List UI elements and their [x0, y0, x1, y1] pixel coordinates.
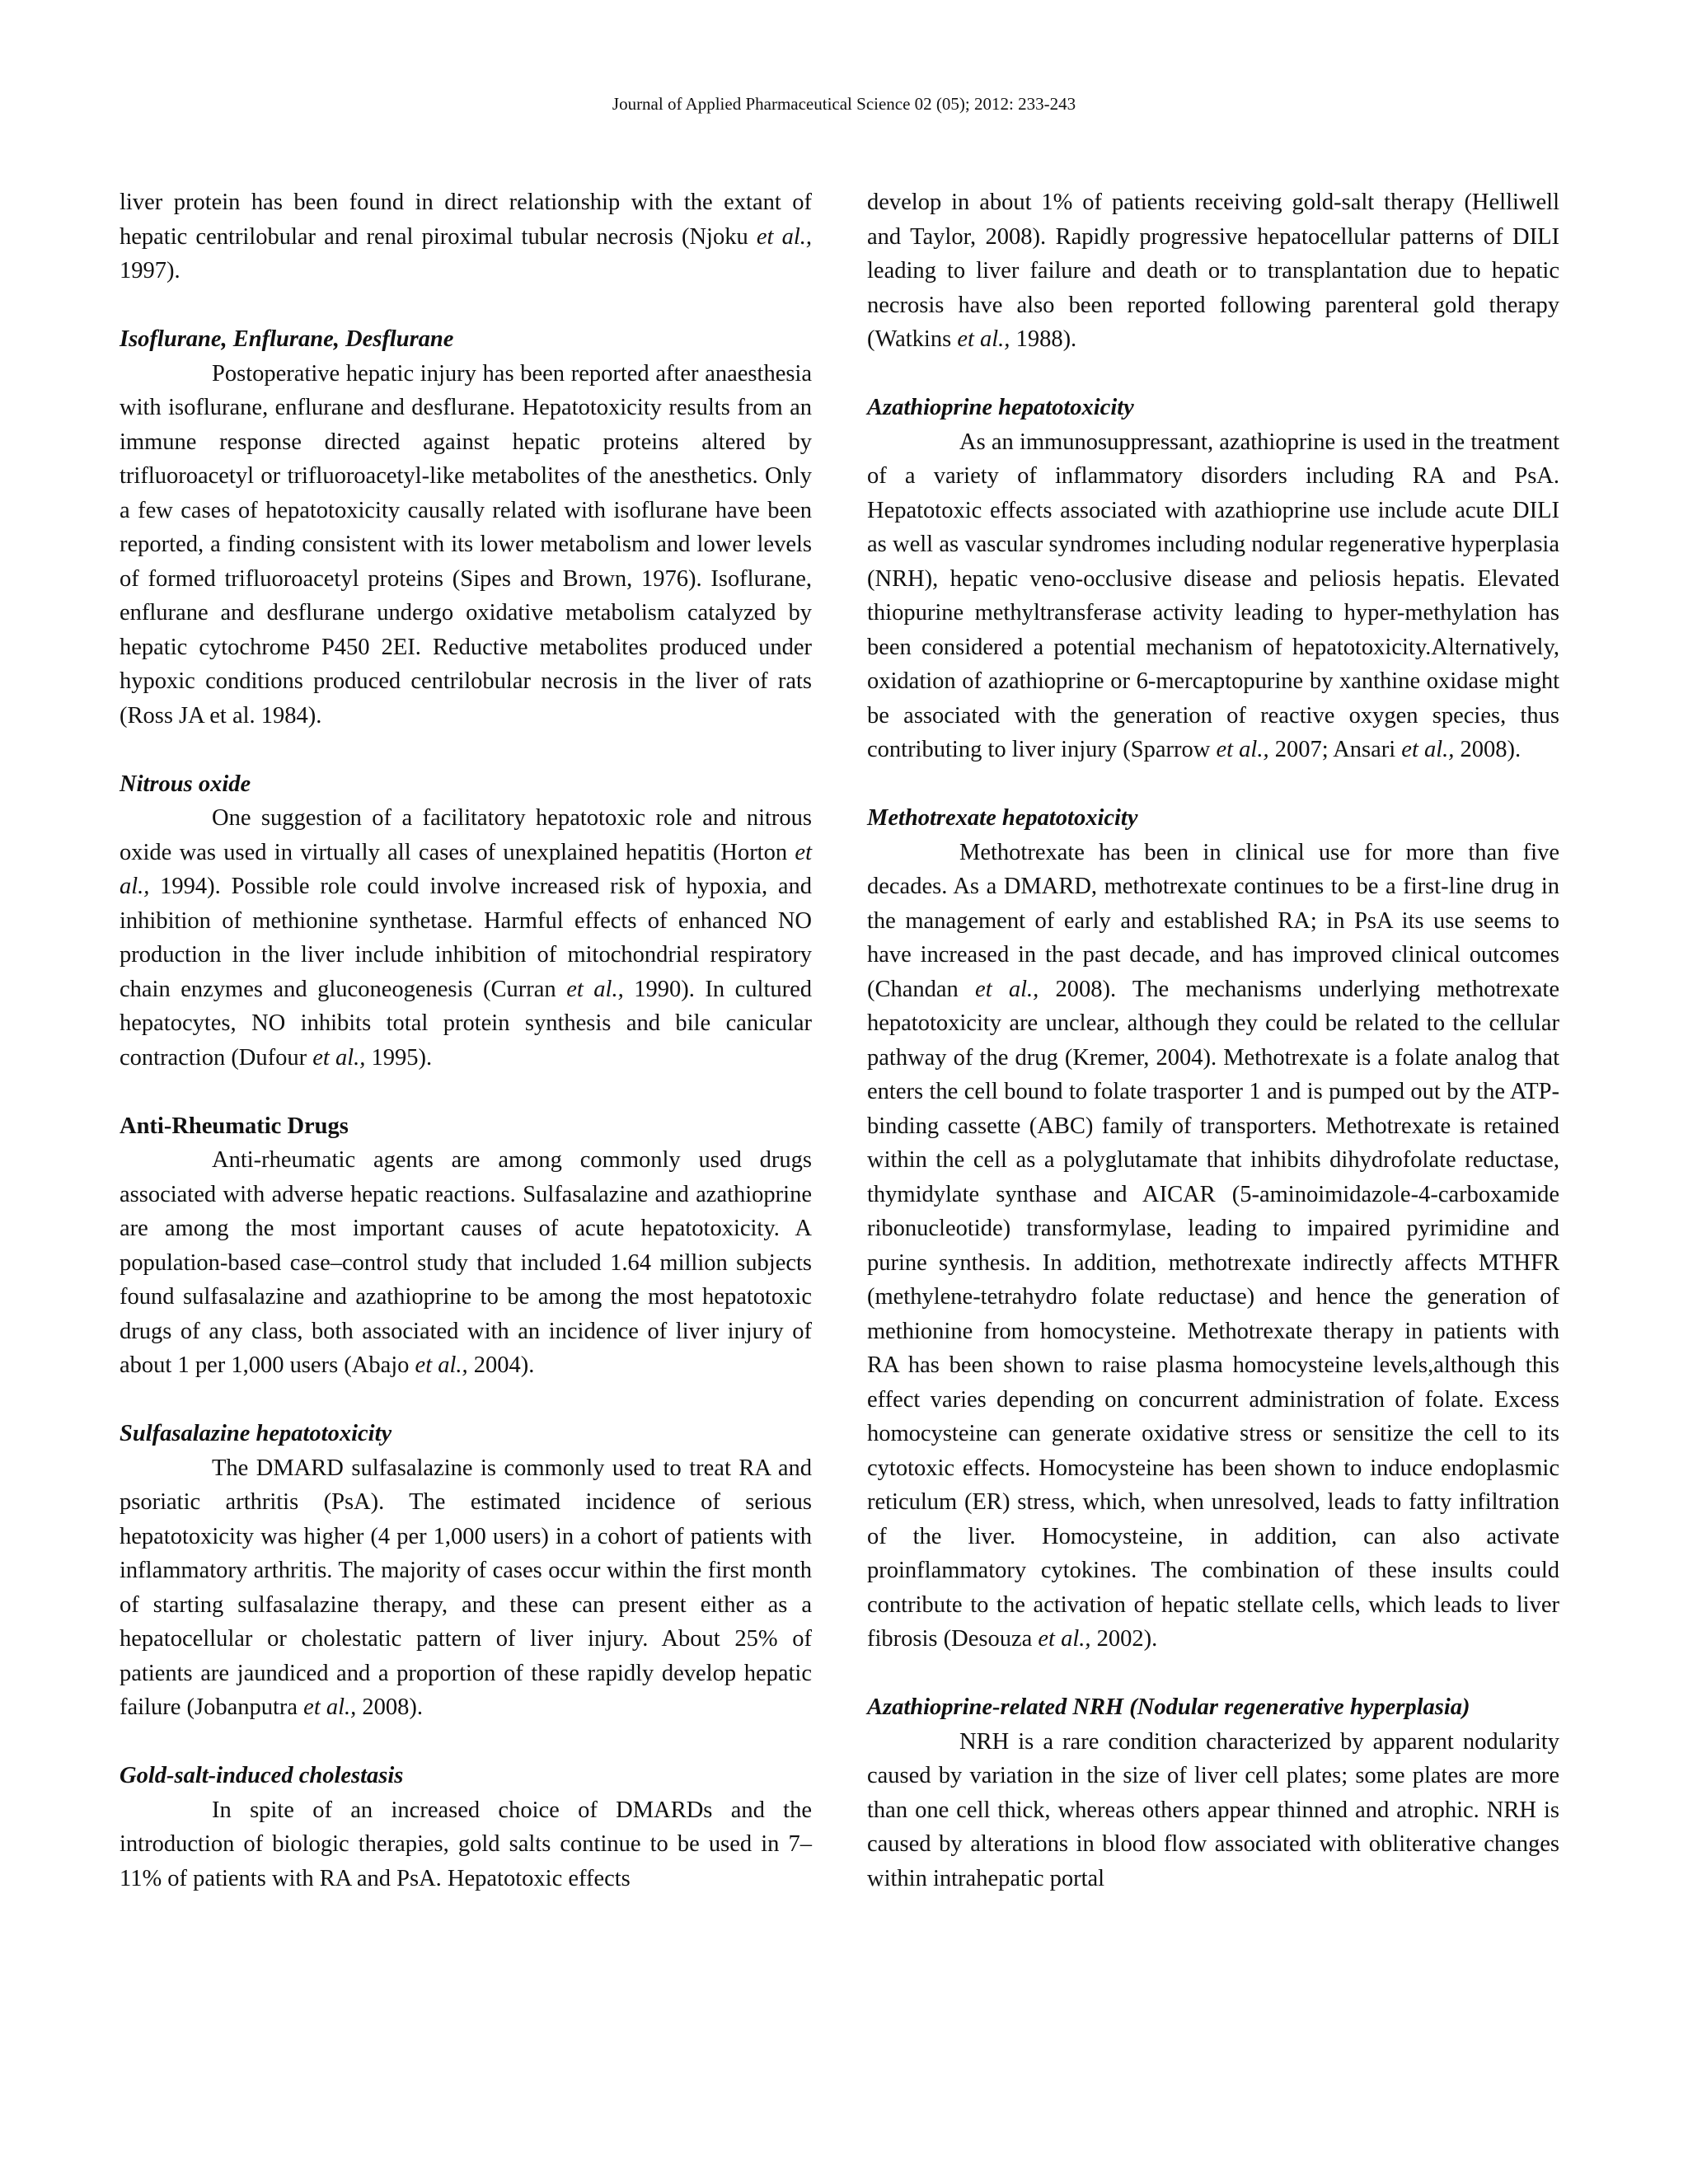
section-heading: Azathioprine-related NRH (Nodular regenerative hyperplasia)	[867, 1694, 1470, 1720]
paragraph: As an immunosuppressant, azathioprine is used in the treatment of a variety of inflammatory disorders including RA and PsA. Hepatotoxic effects associated with azathioprine use include acute DILI as well as vascular syndromes including nodular regenerative hyperplasia (NRH), hepatic veno-occlusive disease and peliosis hepatis. Elevated thiopurine methyltransferase activity leading to hyper-methylation has been considered a potential mechanism of hepatotoxicity.Alternatively, oxidation of azathioprine or 6-mercaptopurine by xanthine oxidase might be associated with the generation of reactive oxygen species, thus contributing to liver injury (Sparrow et al., 2007; Ansari et al., 2008).	[867, 429, 1559, 762]
paragraph: develop in about 1% of patients receiving gold-salt therapy (Helliwell and Taylor, 2008). Rapidly progressive hepatocellular patterns of DILI leading to liver failure and death or to transplantation due to hepatic necrosis have also been reported following parenteral gold therapy (Watkins et al., 1988).	[867, 190, 1559, 352]
paragraph: Methotrexate has been in clinical use for more than five decades. As a DMARD, methotrexate continues to be a first-line drug in the management of early and established RA; in PsA its use seems to have increased in the past decade, and has improved clinical outcomes (Chandan et al., 2008). The mechanisms underlying methotrexate hepatotoxicity are unclear, although they could be related to the cellular pathway of the drug (Kremer, 2004). Methotrexate is a folate analog that enters the cell bound to folate trasporter 1 and is pumped out by the ATP-binding cassette (ABC) family of transporters. Methotrexate is retained within the cell as a polyglutamate that inhibits dihydrofolate reductase, thymidylate synthase and AICAR (5-aminoimidazole-4-carboxamide ribonucleotide) transformylase, leading to impaired pyrimidine and purine synthesis. In addition, methotrexate indirectly affects MTHFR (methylene-tetrahydro folate reductase) and hence the generation of methionine from homocysteine. Methotrexate therapy in patients with RA has been shown to raise plasma homocysteine levels,although this effect varies depending on concurrent administration of folate. Excess homocysteine can generate oxidative stress or sensitize the cell to its cytotoxic effects. Homocysteine has been shown to induce endoplasmic reticulum (ER) stress, which, when unresolved, leads to fatty infiltration of the liver. Homocysteine, in addition, can also activate proinflammatory cytokines. The combination of these insults could contribute to the activation of hepatic stellate cells, which leads to liver fibrosis (Desouza et al., 2002).	[867, 839, 1559, 1652]
paragraph: In spite of an increased choice of DMARDs and the introduction of biologic therapies, gold salts continue to be used in 7–11% of patients with RA and PsA. Hepatotoxic effects	[120, 1797, 812, 1891]
section-heading: Anti-Rheumatic Drugs	[120, 1113, 349, 1139]
section-heading: Azathioprine hepatotoxicity	[867, 395, 1134, 420]
paragraph: Postoperative hepatic injury has been reported after anaesthesia with isoflurane, enflurane and desflurane. Hepatotoxicity results from an immune response directed against hepatic proteins altered by trifluoroacetyl or trifluoroacetyl-like metabolites of the anesthetics. Only a few cases of hepatotoxicity causally related with isoflurane have been reported, a finding consistent with its lower metabolism and lower levels of formed trifluoroacetyl proteins (Sipes and Brown, 1976). Isoflurane, enflurane and desflurane undergo oxidative metabolism catalyzed by hepatic cytochrome P450 2EI. Reductive metabolites produced under hypoxic conditions produced centrilobular necrosis in the liver of rats (Ross JA et al. 1984).	[120, 360, 812, 729]
paragraph: The DMARD sulfasalazine is commonly used to treat RA and psoriatic arthritis (PsA). The estimated incidence of serious hepatotoxicity was higher (4 per 1,000 users) in a cohort of patients with inflammatory arthritis. The majority of cases occur within the first month of starting sulfasalazine therapy, and these can present either as a hepatocellular or cholestatic pattern of liver injury. About 25% of patients are jaundiced and a proportion of these rapidly develop hepatic failure (Jobanputra et al., 2008).	[120, 1455, 812, 1720]
paragraph: NRH is a rare condition characterized by apparent nodularity caused by variation in the size of liver cell plates; some plates are more than one cell thick, whereas others appear thinned and atrophic. NRH is caused by alterations in blood flow associated with obliterative changes within intrahepatic portal	[867, 1728, 1559, 1891]
left-column	[120, 185, 812, 1896]
section-heading: Sulfasalazine hepatotoxicity	[120, 1421, 392, 1446]
section-heading: Gold-salt-induced cholestasis	[120, 1763, 404, 1788]
right-column	[867, 185, 1559, 1896]
paragraph: liver protein has been found in direct relationship with the extant of hepatic centrilobular and renal piroximal tubular necrosis (Njoku et al., 1997).	[120, 190, 812, 284]
section-heading: Methotrexate hepatotoxicity	[867, 805, 1138, 831]
paragraph: Anti-rheumatic agents are among commonly used drugs associated with adverse hepatic reactions. Sulfasalazine and azathioprine are among the most important causes of acute hepatotoxicity. A population-based case–control study that included 1.64 million subjects found sulfasalazine and azathioprine to be among the most hepatotoxic drugs of any class, both associated with an incidence of liver injury of about 1 per 1,000 users (Abajo et al., 2004).	[120, 1147, 812, 1378]
journal-header: Journal of Applied Pharmaceutical Science 02 (05); 2012: 233-243	[612, 94, 1076, 114]
paragraph: One suggestion of a facilitatory hepatotoxic role and nitrous oxide was used in virtually all cases of unexplained hepatitis (Horton et al., 1994). Possible role could involve increased risk of hypoxia, and inhibition of methionine synthetase. Harmful effects of enhanced NO production in the liver include inhibition of mitochondrial respiratory chain enzymes and gluconeogenesis (Curran et al., 1990). In cultured hepatocytes, NO inhibits total protein synthesis and bile canicular contraction (Dufour et al., 1995).	[120, 805, 812, 1071]
section-heading: Isoflurane, Enflurane, Desflurane	[120, 326, 454, 352]
section-heading: Nitrous oxide	[120, 771, 251, 797]
